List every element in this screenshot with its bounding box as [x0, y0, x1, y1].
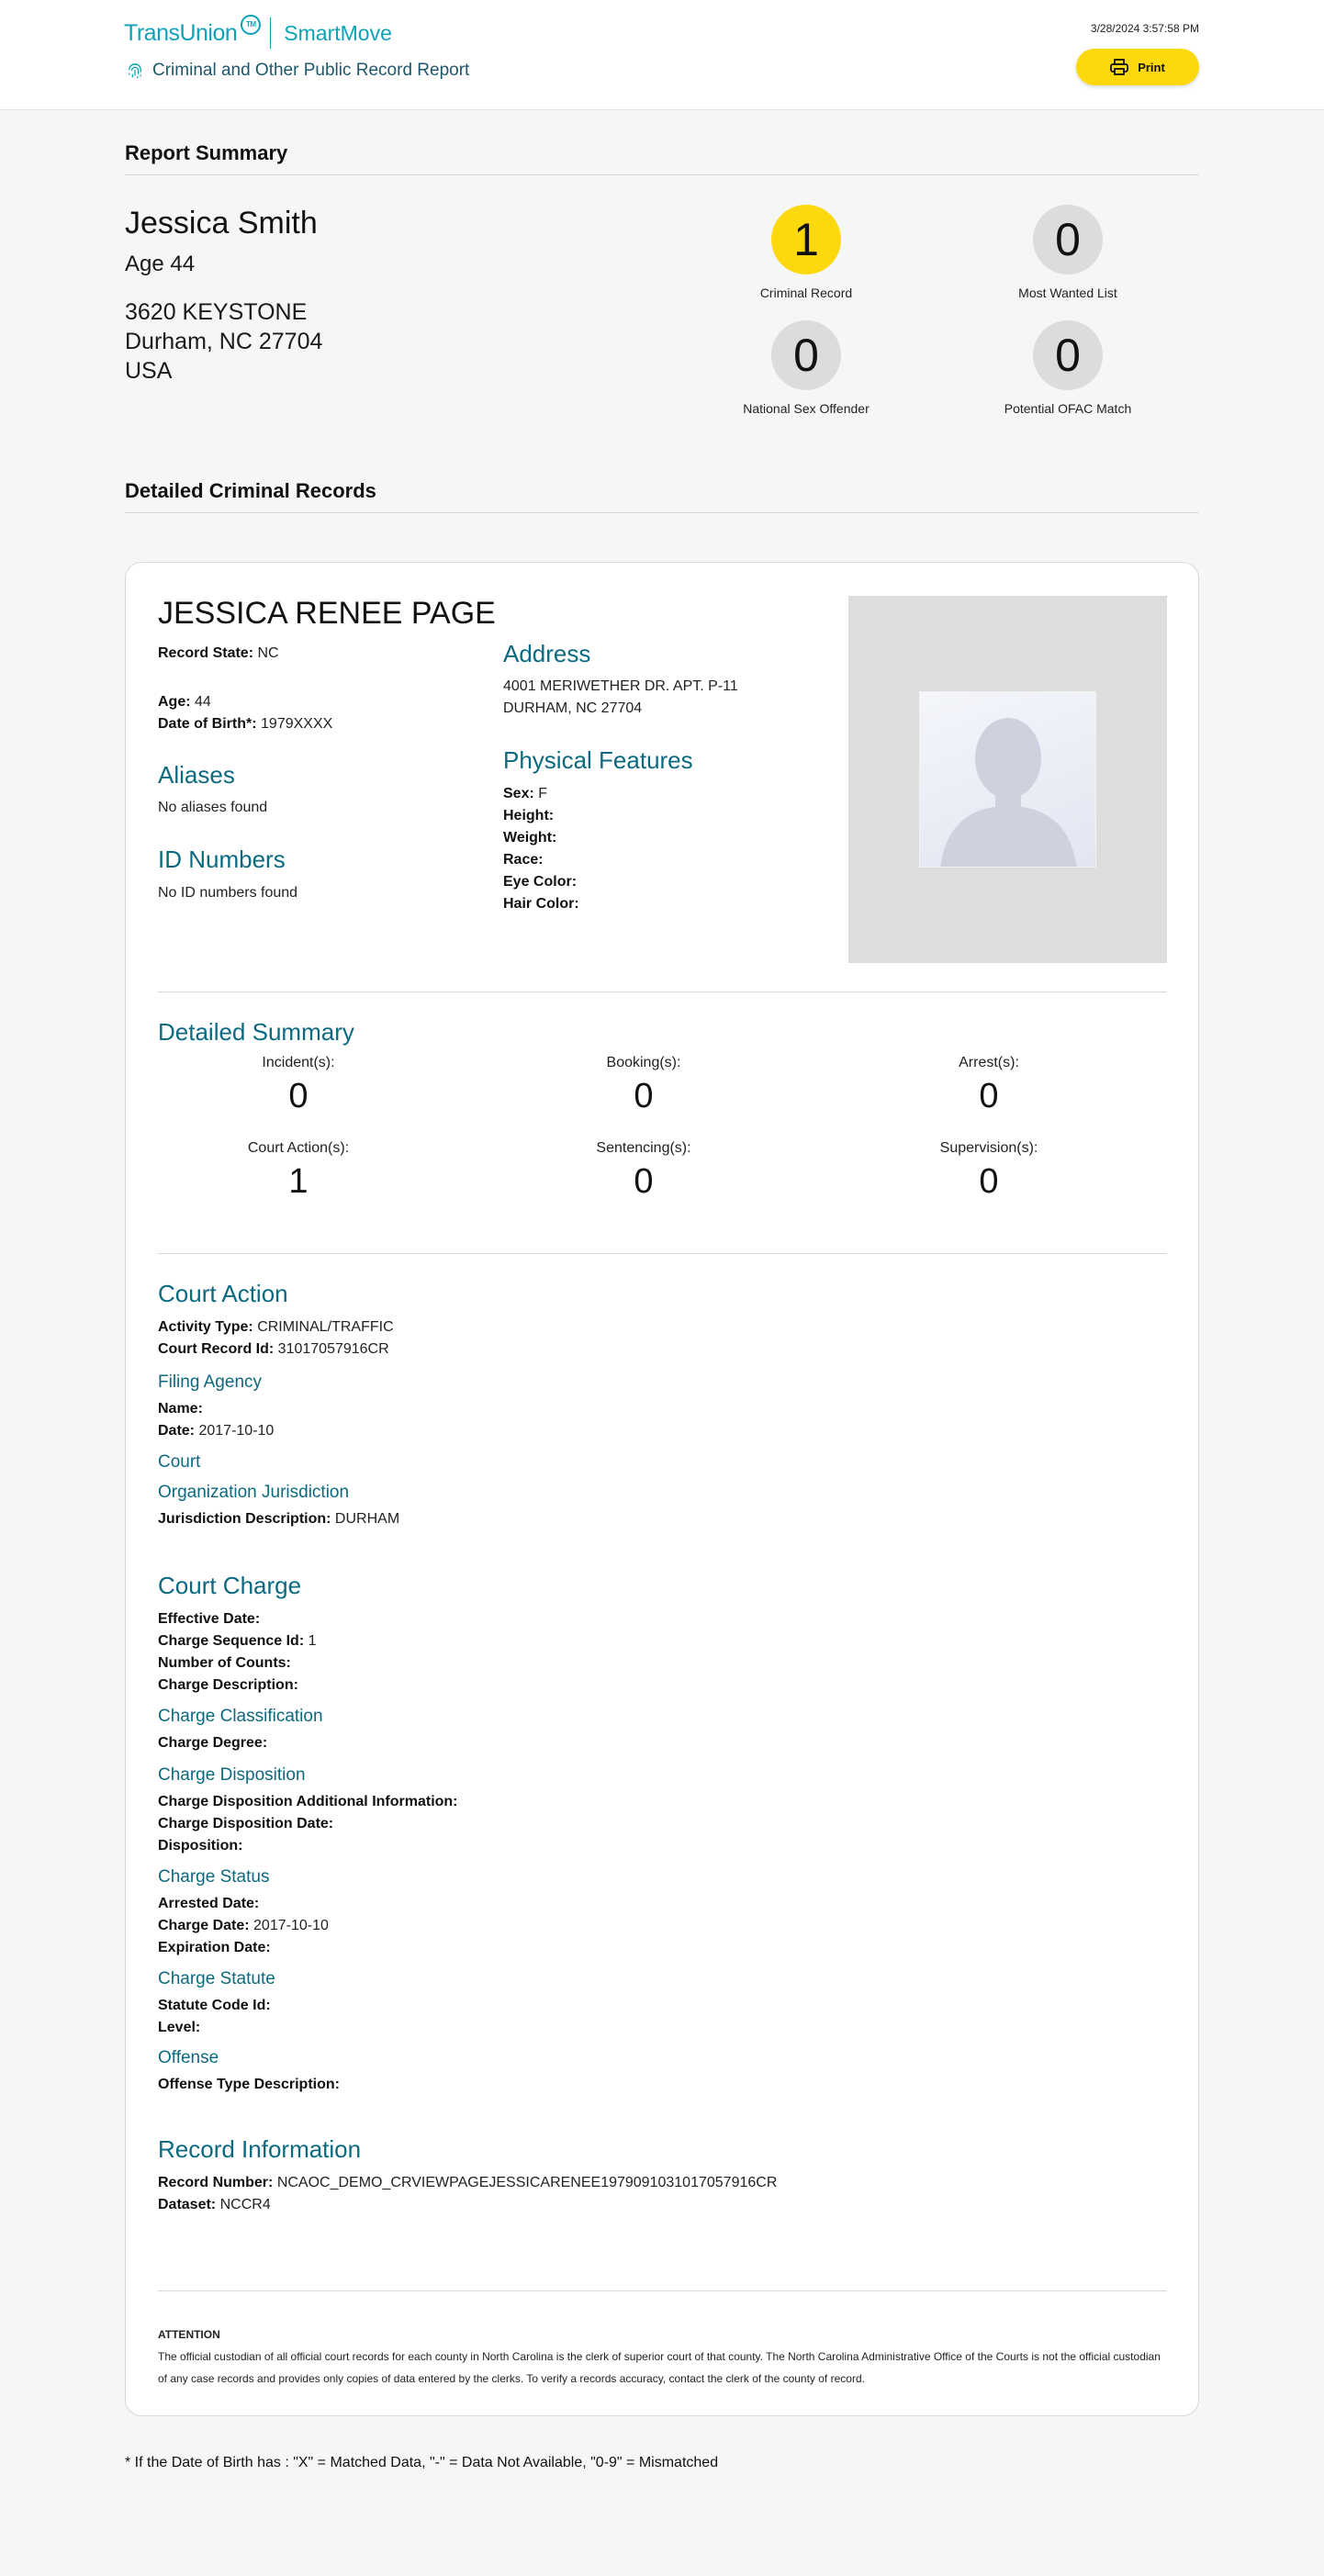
court-charge-heading: Court Charge — [158, 1572, 302, 1599]
id-numbers-text: No ID numbers found — [158, 885, 298, 901]
statute-code-id: Statute Code Id: — [158, 1998, 271, 2013]
record-address-line2: DURHAM, NC 27704 — [503, 700, 643, 716]
print-button[interactable] — [1076, 49, 1199, 85]
detailed-summary-heading: Detailed Summary — [158, 1018, 354, 1046]
stat-most-wanted — [967, 205, 1169, 300]
offense-heading: Offense — [158, 2048, 219, 2067]
record-state: Record State: NC — [158, 645, 279, 661]
printer-icon — [1110, 59, 1128, 75]
physical-hair-color: Hair Color: — [503, 896, 579, 912]
stat-value: 0 — [1033, 205, 1103, 274]
filing-agency-name: Name: — [158, 1401, 203, 1417]
stat-criminal-record — [705, 205, 907, 300]
transunion-logo[interactable] — [124, 13, 392, 53]
charge-classification-heading: Charge Classification — [158, 1707, 323, 1726]
charge-statute-heading: Charge Statute — [158, 1969, 275, 1988]
summary-supervisions: Supervision(s): 0 — [939, 1140, 1038, 1201]
activity-type: Activity Type: CRIMINAL/TRAFFIC — [158, 1319, 394, 1335]
court-action-heading: Court Action — [158, 1280, 288, 1307]
detailed-records-heading: Detailed Criminal Records — [125, 479, 1199, 513]
card-divider — [158, 1253, 1167, 1254]
stat-label: Criminal Record — [759, 286, 853, 300]
stat-label: Potential OFAC Match — [1004, 401, 1132, 416]
fingerprint-icon — [127, 62, 143, 80]
attention-notice — [158, 2324, 1167, 2390]
summary-sentencings: Sentencing(s): 0 — [596, 1140, 691, 1201]
id-numbers-heading: ID Numbers — [158, 846, 286, 873]
stat-sex-offender — [705, 320, 907, 416]
report-title-text: Criminal and Other Public Record Report — [152, 61, 470, 80]
organization-jurisdiction-heading: Organization Jurisdiction — [158, 1483, 350, 1502]
summary-court-actions: Court Action(s): 1 — [247, 1140, 350, 1201]
physical-sex: Sex: F — [503, 786, 548, 801]
summary-bookings: Booking(s): 0 — [606, 1055, 681, 1115]
report-timestamp: 3/28/2024 3:57:58 PM — [1090, 22, 1199, 35]
attention-text: The official custodian of all official court records for each county in North Carolina is the clerk of superior court of that county. The North Carolina Administrative Office of the Courts is not the official custodian of any case records and provides only copies of data entered by the clerks. To verify a records accuracy, contact the clerk of the county of record. — [158, 2350, 1161, 2385]
stat-ofac-match — [967, 320, 1169, 416]
disposition: Disposition: — [158, 1838, 243, 1854]
physical-weight: Weight: — [503, 830, 557, 846]
stat-label: Most Wanted List — [1018, 286, 1117, 300]
summary-arrests: Arrest(s): 0 — [959, 1055, 1019, 1115]
brand-secondary: SmartMove — [284, 20, 392, 45]
physical-features-heading: Physical Features — [503, 746, 693, 774]
summary-age: Age 44 — [125, 252, 196, 276]
stat-label: National Sex Offender — [743, 401, 870, 416]
avatar-placeholder — [919, 691, 1096, 868]
filing-agency-date: Date: 2017-10-10 — [158, 1423, 275, 1439]
aliases-heading: Aliases — [158, 761, 235, 789]
charge-disposition-additional-info: Charge Disposition Additional Information: — [158, 1794, 458, 1809]
jurisdiction-description: Jurisdiction Description: DURHAM — [158, 1511, 400, 1527]
charge-sequence-id: Charge Sequence Id: 1 — [158, 1633, 317, 1649]
filing-agency-heading: Filing Agency — [158, 1372, 263, 1392]
card-divider — [158, 991, 1167, 992]
expiration-date: Expiration Date: — [158, 1940, 271, 1955]
summary-incidents: Incident(s): 0 — [262, 1055, 335, 1115]
summary-address-line2: Durham, NC 27704 — [125, 329, 323, 354]
logo-divider — [270, 17, 271, 49]
person-silhouette-icon — [920, 692, 1096, 868]
dob-footnote: * If the Date of Birth has : "X" = Matched Data, "-" = Data Not Available, "0-9" = Mismatched — [125, 2455, 719, 2470]
charge-disposition-date: Charge Disposition Date: — [158, 1816, 334, 1831]
charge-date: Charge Date: 2017-10-10 — [158, 1918, 329, 1933]
charge-status-heading: Charge Status — [158, 1867, 270, 1887]
attention-heading: ATTENTION — [158, 2328, 220, 2341]
record-address-line1: 4001 MERIWETHER DR. APT. P-11 — [503, 678, 738, 694]
record-age: Age: 44 — [158, 694, 211, 710]
aliases-text: No aliases found — [158, 800, 268, 815]
offense-type-description: Offense Type Description: — [158, 2077, 340, 2092]
report-summary-heading: Report Summary — [125, 141, 1199, 175]
brand-tm: TM — [241, 15, 261, 35]
summary-name: Jessica Smith — [125, 206, 318, 241]
card-divider — [158, 2290, 1167, 2291]
brand-primary: TransUnion — [124, 19, 238, 46]
number-of-counts: Number of Counts: — [158, 1655, 291, 1671]
record-name: JESSICA RENEE PAGE — [158, 596, 496, 631]
court-record-id: Court Record Id: 31017057916CR — [158, 1341, 389, 1357]
print-button-label: Print — [1138, 60, 1165, 74]
arrested-date: Arrested Date: — [158, 1896, 260, 1911]
stat-value: 0 — [771, 320, 841, 390]
record-information-heading: Record Information — [158, 2135, 362, 2163]
record-dob: Date of Birth*: 1979XXXX — [158, 716, 333, 732]
effective-date: Effective Date: — [158, 1611, 261, 1627]
record-number: Record Number: NCAOC_DEMO_CRVIEWPAGEJESSICARENEE1979091031017057916CR — [158, 2175, 778, 2190]
charge-degree: Charge Degree: — [158, 1735, 268, 1751]
address-heading: Address — [503, 640, 591, 667]
stat-value: 0 — [1033, 320, 1103, 390]
physical-race: Race: — [503, 852, 544, 868]
summary-address-line3: USA — [125, 358, 173, 384]
court-heading: Court — [158, 1452, 201, 1472]
summary-address — [125, 297, 322, 386]
page-header — [0, 0, 1324, 110]
report-title — [127, 61, 469, 81]
criminal-record-card — [125, 562, 1199, 2416]
physical-height: Height: — [503, 808, 555, 823]
statute-level: Level: — [158, 2020, 201, 2035]
physical-eye-color: Eye Color: — [503, 874, 578, 890]
summary-address-line1: 3620 KEYSTONE — [125, 299, 308, 325]
charge-description: Charge Description: — [158, 1677, 298, 1693]
photo-frame — [848, 596, 1167, 963]
charge-disposition-heading: Charge Disposition — [158, 1765, 306, 1785]
stat-value: 1 — [771, 205, 841, 274]
dataset: Dataset: NCCR4 — [158, 2197, 271, 2212]
